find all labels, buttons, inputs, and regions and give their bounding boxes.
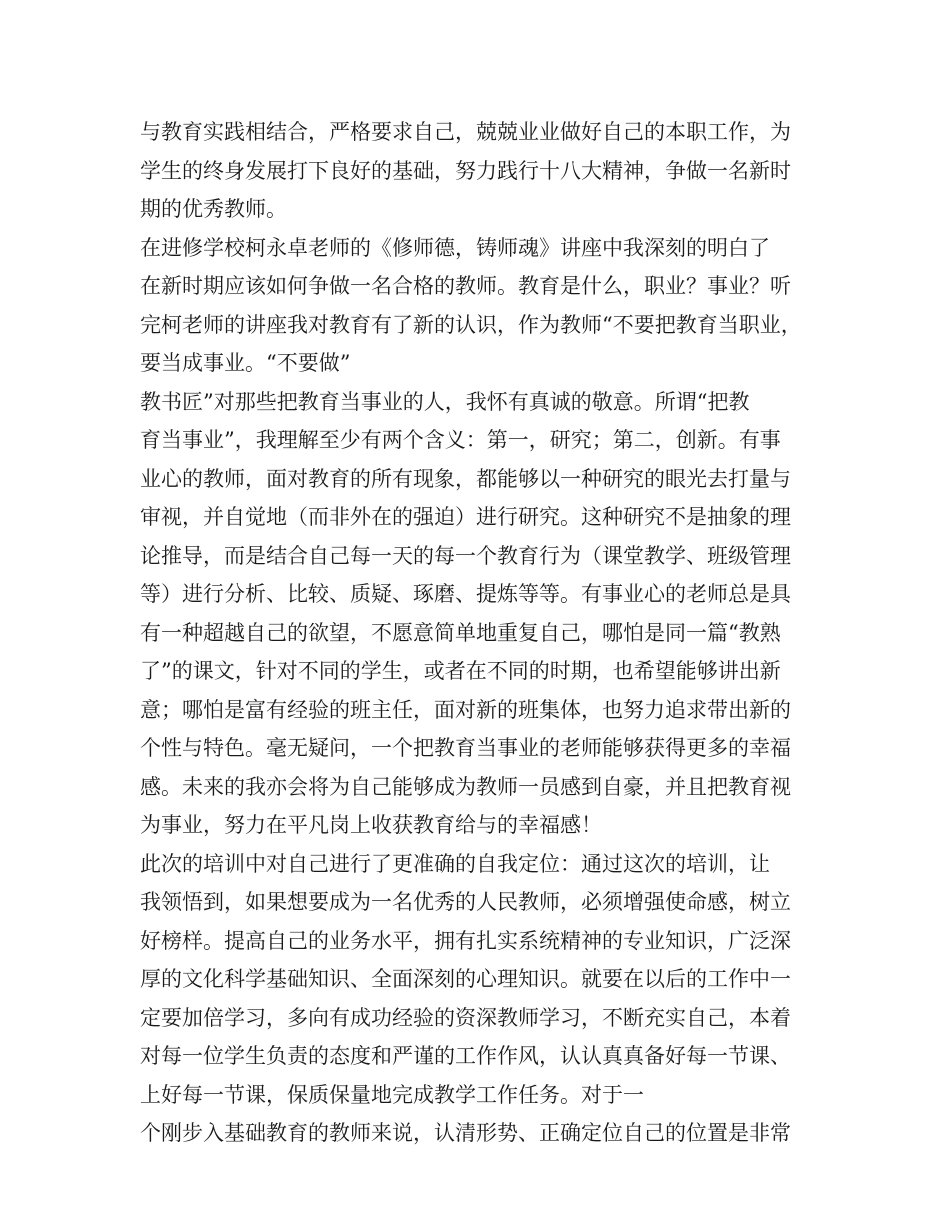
text-line: 个刚步入基础教育的教师来说，认清形势、正确定位自己的位置是非常: [140, 1121, 791, 1145]
text-line: 有一种超越自己的欲望，不愿意简单地重复自己，哪怕是同一篇“教熟: [140, 620, 781, 645]
text-line: 感。未来的我亦会将为自己能够成为教师一员感到自豪，并且把教育视: [140, 774, 791, 799]
text-line: 在进修学校柯永卓老师的《修师德，铸师魂》讲座中我深刻的明白了: [140, 235, 770, 260]
text-line: 在新时期应该如何争做一名合格的教师。教育是什么，职业？事业？听: [140, 274, 791, 298]
text-line: 教书匠”对那些把教育当事业的人，我怀有真诚的敬意。所谓“把教: [140, 389, 750, 414]
text-line: 等）进行分析、比较、质疑、琢磨、提炼等等。有事业心的老师总是具: [140, 582, 791, 606]
text-line: 论推导，而是结合自己每一天的每一个教育行为（课堂教学、班级管理: [140, 543, 791, 568]
text-line: 对每一位学生负责的态度和严谨的工作作风，认认真真备好每一节课、: [140, 1044, 791, 1068]
text-line: 为事业，努力在平凡岗上收获教育给与的幸福感！: [140, 813, 602, 837]
text-line: 了”的课文，针对不同的学生，或者在不同的时期，也希望能够讲出新: [140, 659, 781, 683]
text-line: 业心的教师，面对教育的所有现象，都能够以一种研究的眼光去打量与: [140, 466, 791, 491]
text-line: 期的优秀教师。: [140, 197, 287, 221]
text-line: 完柯老师的讲座我对教育有了新的认识，作为教师“不要把教育当职业，: [140, 312, 802, 337]
text-line: 育当事业”，我理解至少有两个含义：第一，研究；第二，创新。有事: [140, 428, 781, 452]
text-line: 此次的培训中对自己进行了更准确的自我定位：通过这次的培训，让: [140, 851, 770, 876]
text-line: 审视，并自觉地（而非外在的强迫）进行研究。这种研究不是抽象的理: [140, 505, 791, 529]
text-line: 个性与特色。毫无疑问，一个把教育当事业的老师能够获得更多的幸福: [140, 736, 791, 760]
text-line: 学生的终身发展打下良好的基础，努力践行十八大精神，争做一名新时: [140, 158, 791, 183]
text-line: 意；哪怕是富有经验的班主任，面对新的班集体，也努力追求带出新的: [140, 697, 791, 722]
text-line: 要当成事业。“不要做”: [140, 351, 351, 375]
text-line: 定要加倍学习，多向有成功经验的资深教师学习，不断充实自己，本着: [140, 1005, 791, 1030]
text-line: 与教育实践相结合，严格要求自己，兢兢业业做好自己的本职工作，为: [140, 120, 791, 144]
text-line: 我领悟到，如果想要成为一名优秀的人民教师，必须增强使命感，树立: [140, 890, 791, 914]
text-line: 好榜样。提高自己的业务水平，拥有扎实系统精神的专业知识，广泛深: [140, 928, 791, 953]
text-line: 厚的文化科学基础知识、全面深刻的心理知识。就要在以后的工作中一: [140, 967, 791, 991]
body-text: [140, 113, 820, 1153]
text-line: 上好每一节课，保质保量地完成教学工作任务。对于一: [140, 1082, 644, 1107]
